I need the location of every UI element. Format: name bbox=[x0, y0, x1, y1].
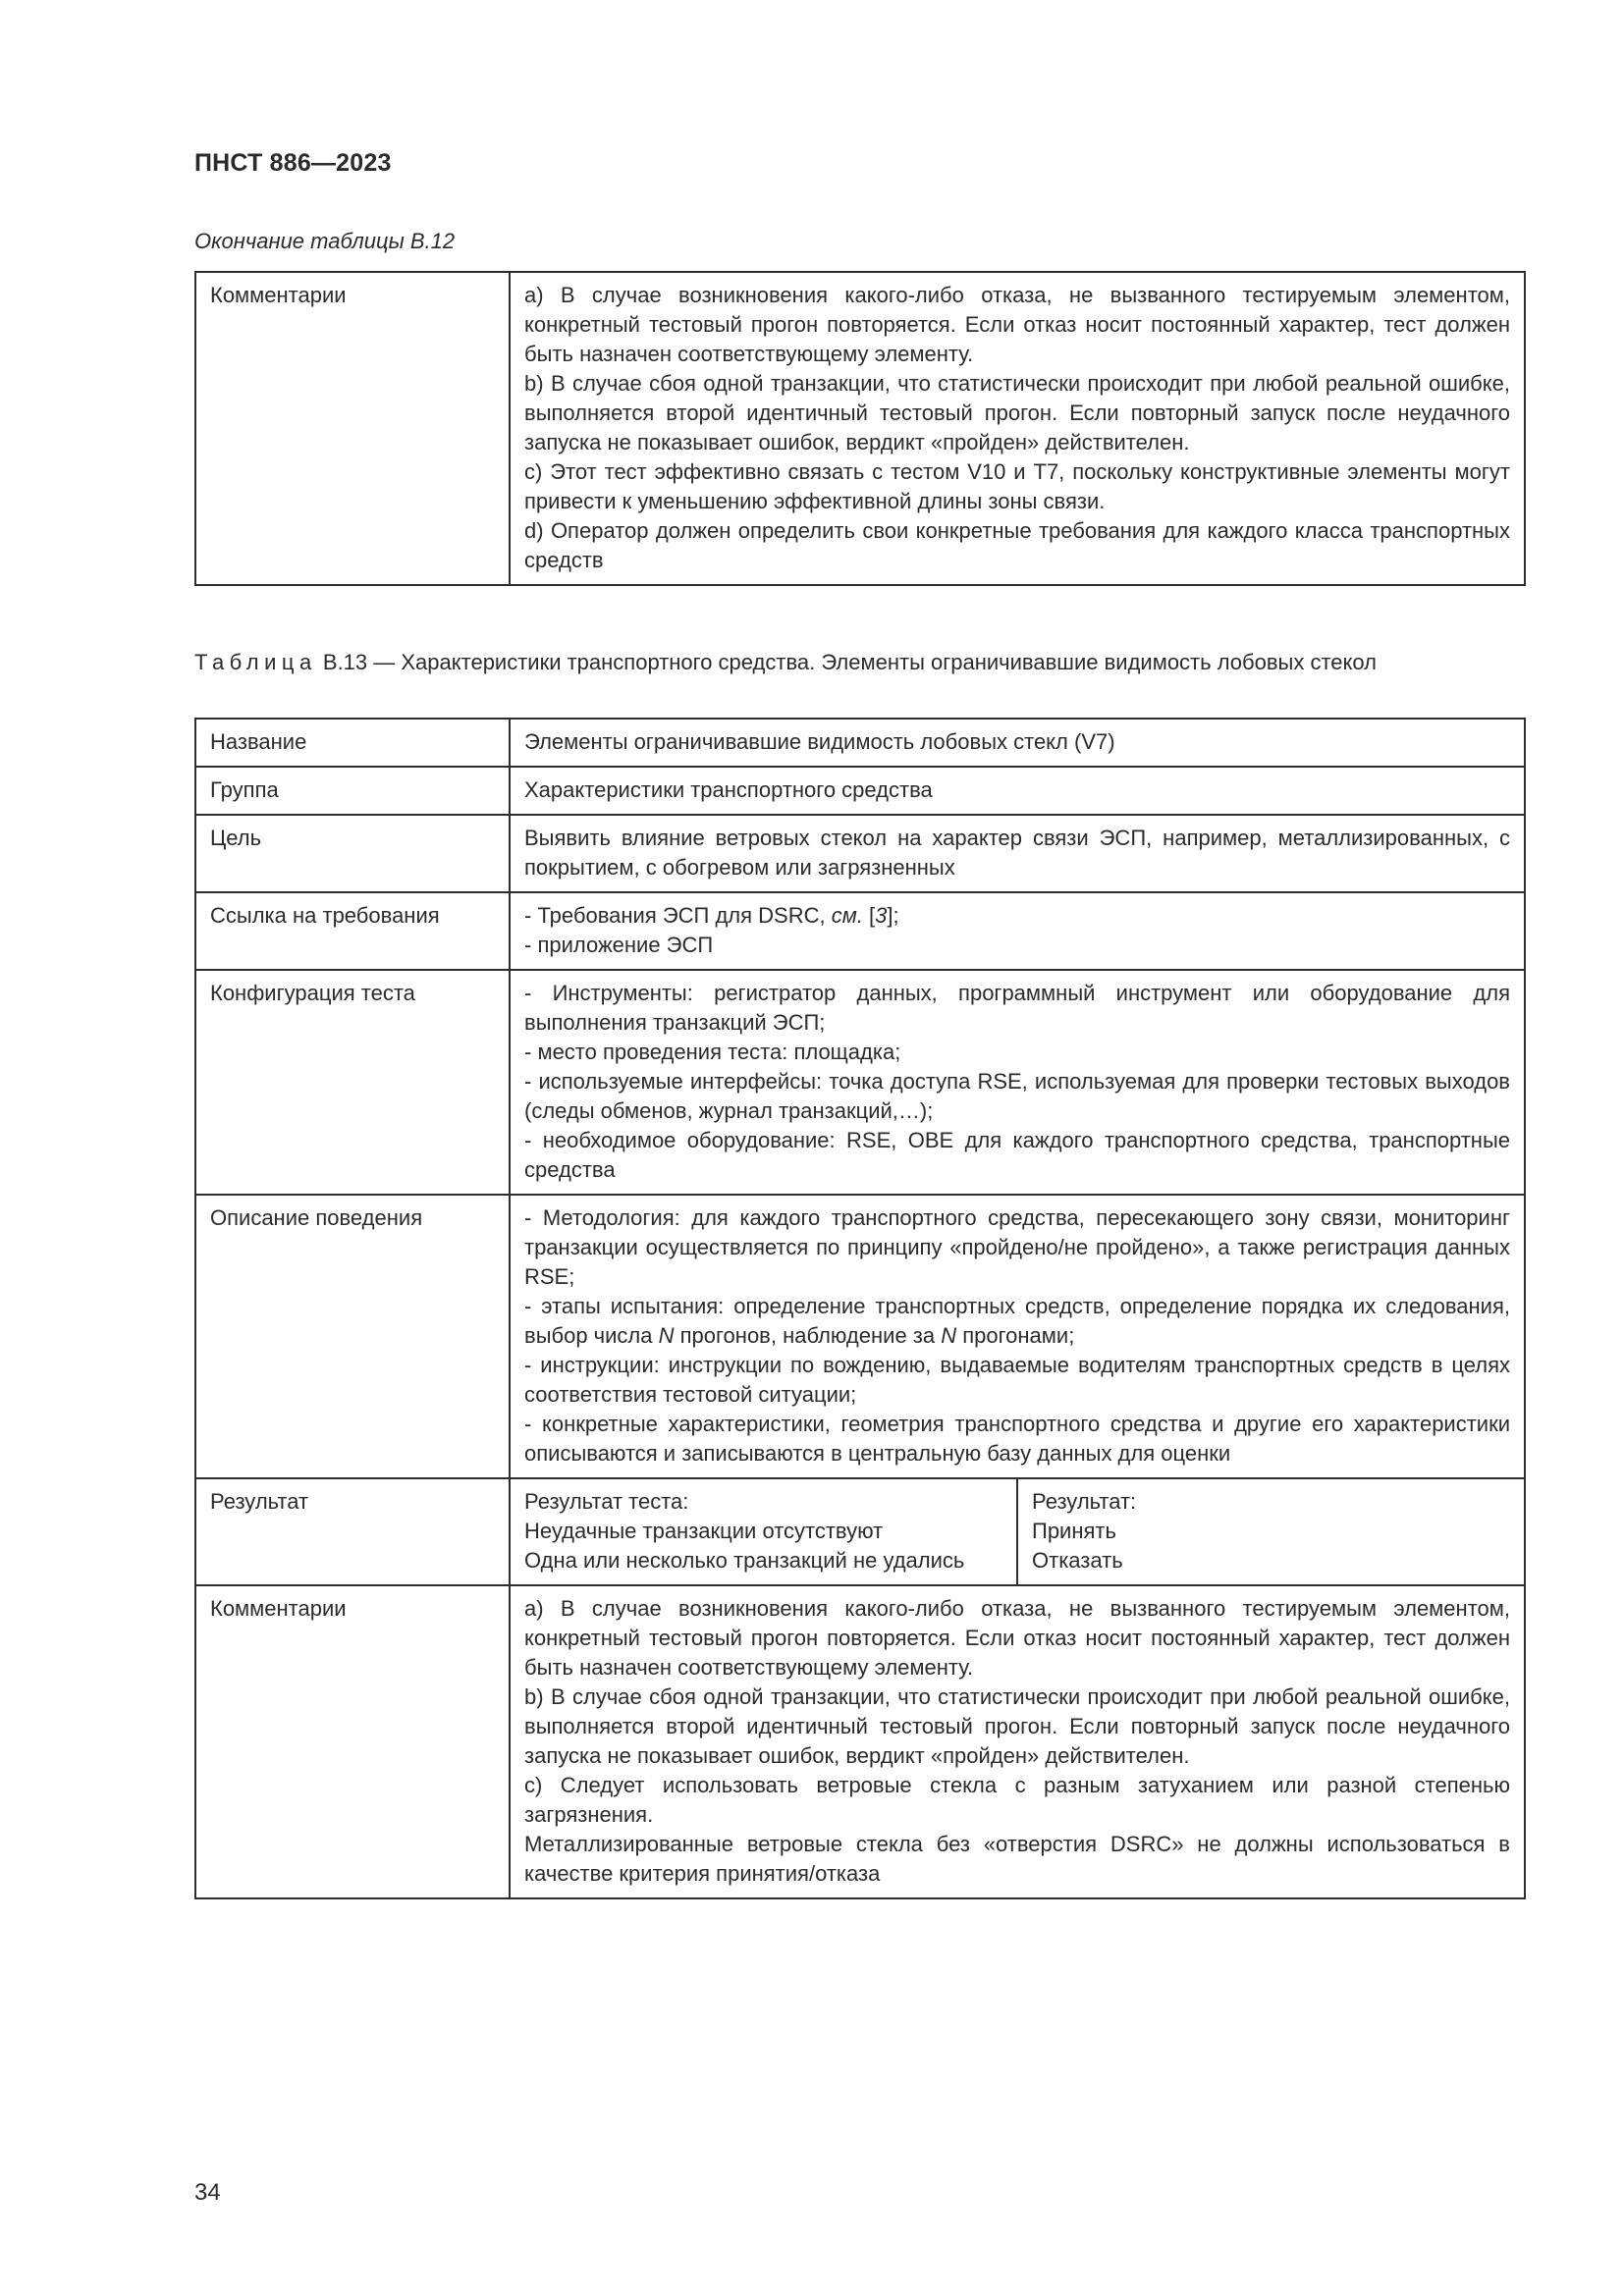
comment-paragraph: a) В случае возникновения какого-либо отказа, не вызванного тестируемым элементом, конкретный тестовый прогон повторяется. Если отказ носит постоянный характер, тест должен быть назначен соответствующему элементу. bbox=[524, 1596, 1510, 1680]
row-label: Результат bbox=[195, 1478, 510, 1585]
behavior-paragraph: - конкретные характеристики, геометрия транспортного средства и другие его характеристики описываются и записываются в центральную базу данных для оценки bbox=[524, 1412, 1510, 1466]
result-line: Результат теста: bbox=[524, 1489, 689, 1514]
row-label: Название bbox=[195, 719, 510, 767]
table-caption-prefix: Таблица bbox=[194, 650, 317, 674]
row-value bbox=[510, 1195, 1525, 1478]
page-number: 34 bbox=[194, 2179, 221, 2206]
comment-paragraph: b) В случае сбоя одной транзакции, что статистически происходит при любой реальной ошибке, выполняется второй идентичный тестовый прогон. Если повторный запуск после неудачного запуска не показывает ошибок, вердикт «пройден» действителен. bbox=[524, 371, 1510, 454]
verdict-line: Результат: bbox=[1032, 1489, 1137, 1514]
behavior-paragraph: - этапы испытания: определение транспортных средств, определение порядка их следования, выбор числа N прогонов, наблюдение за N прогонами; bbox=[524, 1294, 1510, 1348]
row-value: Элементы ограничивавшие видимость лобовых стекл (V7) bbox=[510, 719, 1525, 767]
result-test-cell bbox=[510, 1478, 1017, 1585]
row-label: Цель bbox=[195, 815, 510, 892]
variable-n: N bbox=[941, 1323, 957, 1348]
bibliography-ref: 3 bbox=[875, 903, 888, 928]
table-row bbox=[195, 272, 1525, 585]
table-caption-text: В.13 — Характеристики транспортного средства. Элементы ограничивавшие видимость лобовых стекол bbox=[322, 650, 1377, 674]
row-label: Конфигурация теста bbox=[195, 970, 510, 1195]
comment-paragraph: c) Следует использовать ветровые стекла с разным затуханием или разной степенью загрязнения. bbox=[524, 1773, 1510, 1827]
reference-line: - Требования ЭСП для DSRC, см. [3]; bbox=[524, 903, 899, 928]
comment-paragraph: a) В случае возникновения какого-либо отказа, не вызванного тестируемым элементом, конкретный тестовый прогон повторяется. Если отказ носит постоянный характер, тест должен быть назначен соответствующему элементу. bbox=[524, 283, 1510, 366]
result-line: Одна или несколько транзакций не удались bbox=[524, 1548, 965, 1573]
table-b13 bbox=[194, 718, 1526, 1899]
table-b12-end bbox=[194, 271, 1526, 586]
variable-n: N bbox=[658, 1323, 675, 1348]
table-row-config bbox=[195, 970, 1525, 1195]
result-line: Неудачные транзакции отсутствуют bbox=[524, 1519, 884, 1543]
behavior-paragraph: - Методология: для каждого транспортного средства, пересекающего зону связи, мониторинг транзакции осуществляется по принципу «пройдено/не пройдено», а также регистрация данных RSE; bbox=[524, 1205, 1510, 1289]
row-value: Выявить влияние ветровых стекол на характер связи ЭСП, например, металлизированных, с покрытием, с обогревом или загрязненных bbox=[510, 815, 1525, 892]
result-verdict-cell bbox=[1017, 1478, 1525, 1585]
config-paragraph: - необходимое оборудование: RSE, OBE для каждого транспортного средства, транспортные средства bbox=[524, 1128, 1510, 1182]
document-code: ПНСТ 886—2023 bbox=[194, 149, 392, 177]
comment-paragraph: c) Этот тест эффективно связать с тестом V10 и T7, поскольку конструктивные элементы могут привести к уменьшению эффективной длины зоны связи. bbox=[524, 459, 1510, 513]
table-row-group bbox=[195, 767, 1525, 815]
config-paragraph: - место проведения теста: площадка; bbox=[524, 1040, 901, 1064]
row-label: Ссылка на требования bbox=[195, 892, 510, 970]
table-b13-caption bbox=[194, 648, 1524, 676]
comment-paragraph: d) Оператор должен определить свои конкретные требования для каждого класса транспортных средств bbox=[524, 518, 1510, 572]
table-row-result bbox=[195, 1478, 1525, 1585]
table-b12-continuation-caption: Окончание таблицы В.12 bbox=[194, 229, 456, 253]
verdict-line: Отказать bbox=[1032, 1548, 1123, 1573]
row-value bbox=[510, 970, 1525, 1195]
reference-line: - приложение ЭСП bbox=[524, 933, 714, 957]
config-paragraph: - используемые интерфейсы: точка доступа RSE, используемая для проверки тестовых выходов (следы обменов, журнал транзакций,…); bbox=[524, 1069, 1510, 1123]
config-paragraph: - Инструменты: регистратор данных, программный инструмент или оборудование для выполнения транзакций ЭСП; bbox=[524, 981, 1510, 1035]
see-abbrev: см. bbox=[831, 903, 863, 928]
comment-paragraph: Металлизированные ветровые стекла без «отверстия DSRC» не должны использоваться в качестве критерия принятия/отказа bbox=[524, 1832, 1510, 1886]
row-label: Описание поведения bbox=[195, 1195, 510, 1478]
verdict-line: Принять bbox=[1032, 1519, 1116, 1543]
row-value bbox=[510, 1585, 1525, 1898]
row-value bbox=[510, 892, 1525, 970]
behavior-paragraph: - инструкции: инструкции по вождению, выдаваемые водителям транспортных средств в целях соответствия тестовой ситуации; bbox=[524, 1353, 1510, 1407]
table-row-behavior bbox=[195, 1195, 1525, 1478]
table-row-comments bbox=[195, 1585, 1525, 1898]
row-label: Комментарии bbox=[195, 1585, 510, 1898]
row-label: Группа bbox=[195, 767, 510, 815]
table-row-goal bbox=[195, 815, 1525, 892]
comments-text bbox=[510, 272, 1525, 585]
row-value: Характеристики транспортного средства bbox=[510, 767, 1525, 815]
table-row-reference bbox=[195, 892, 1525, 970]
comment-paragraph: b) В случае сбоя одной транзакции, что статистически происходит при любой реальной ошибке, выполняется второй идентичный тестовый прогон. Если повторный запуск после неудачного запуска не показывает ошибок, вердикт «пройден» действителен. bbox=[524, 1684, 1510, 1768]
table-row-name bbox=[195, 719, 1525, 767]
comments-label: Комментарии bbox=[195, 272, 510, 585]
